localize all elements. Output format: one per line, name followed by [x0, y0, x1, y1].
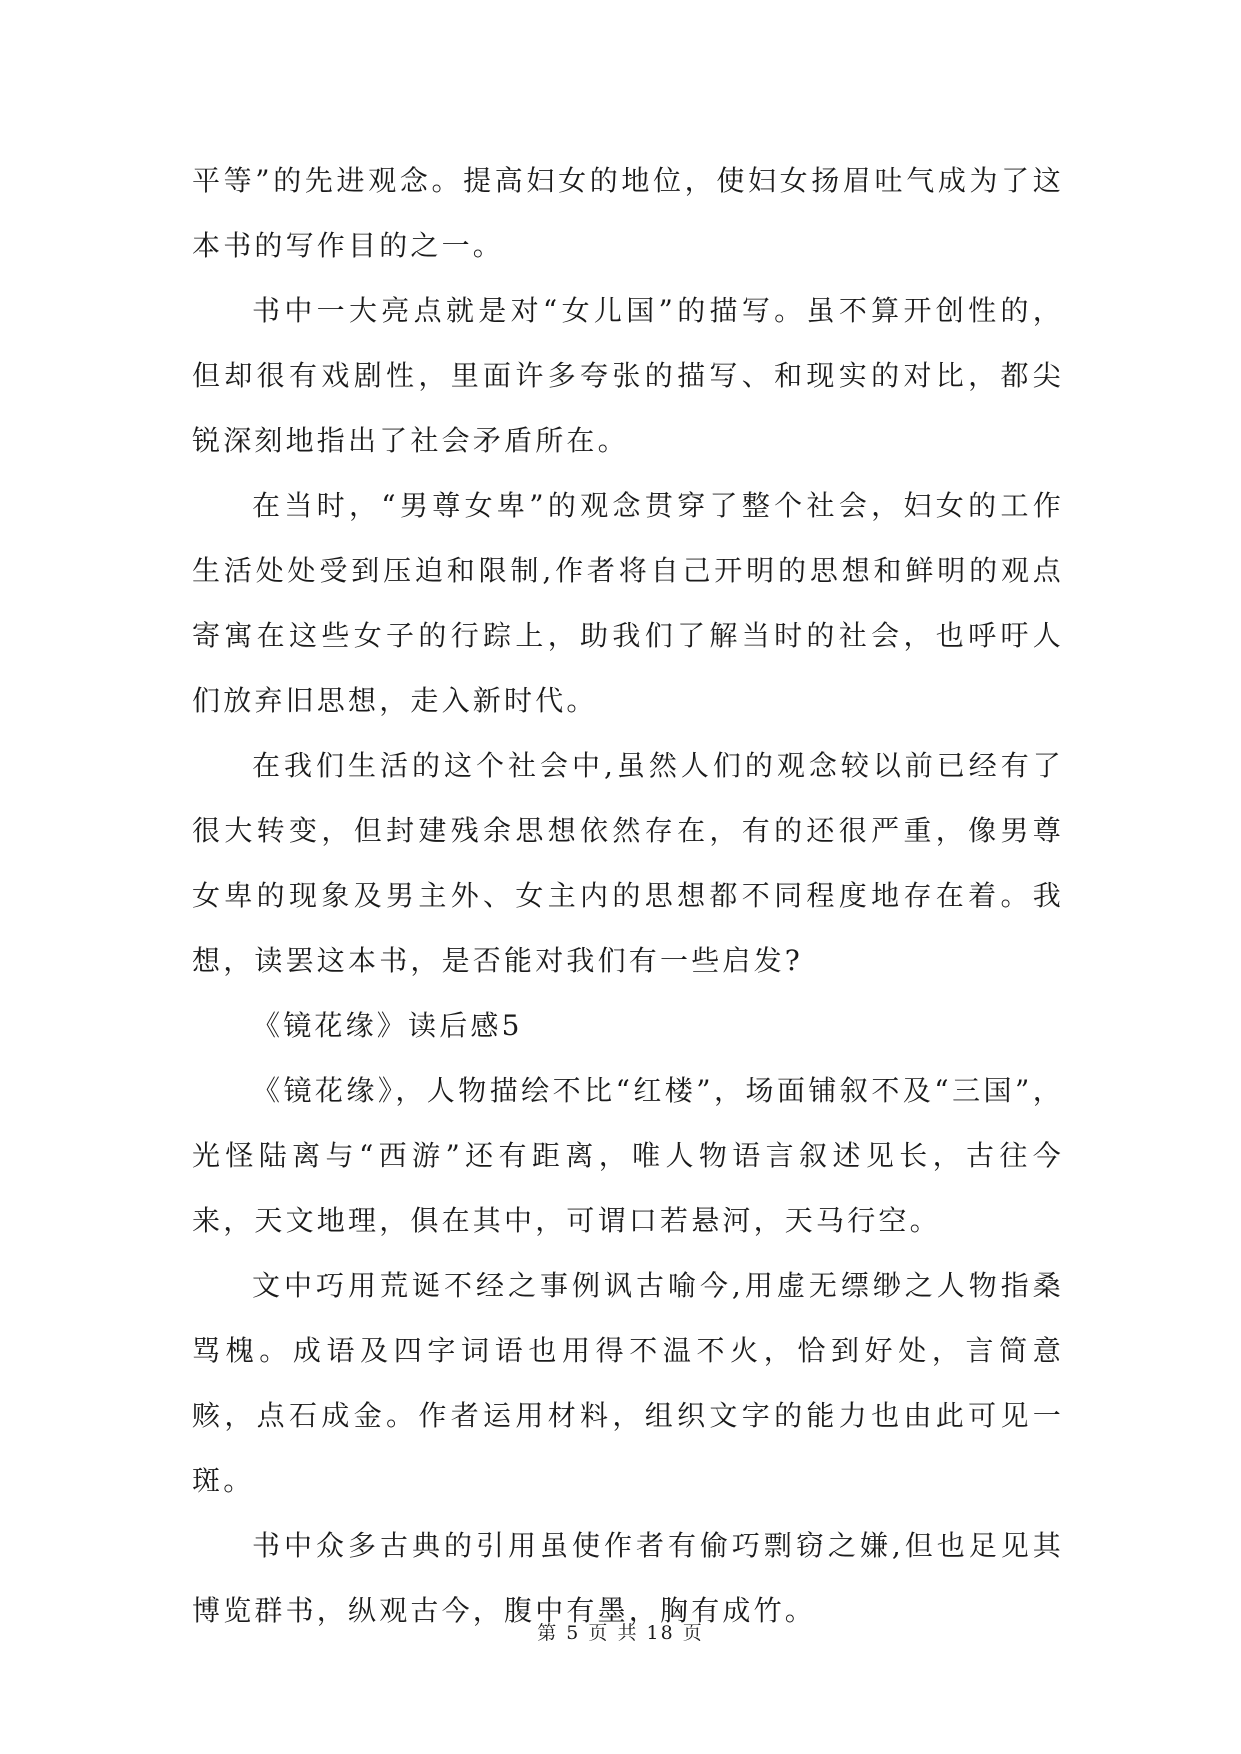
section-heading: 《镜花缘》读后感5	[252, 1009, 523, 1042]
page-number-footer: 第 5 页 共 18 页	[537, 1622, 704, 1644]
paragraph-historical-context: 在当时，“男尊女卑”的观念贯穿了整个社会，妇女的工作生活处处受到压迫和限制,作者将自己开明的思想和鲜明的观点寄寓在这些女子的行踪上，助我们了解当时的社会，也呼吁人们放弃旧思想，走入新时代。	[192, 489, 1064, 717]
paragraph-writing-style: 文中巧用荒诞不经之事例讽古喻今,用虚无缥缈之人物指桑骂槐。成语及四字词语也用得不温不火，恰到好处，言简意赅，点石成金。作者运用材料，组织文字的能力也由此可见一斑。	[192, 1269, 1064, 1497]
paragraph-classical-references: 书中众多古典的引用虽使作者有偷巧剽窃之嫌,但也足见其博览群书，纵观古今，腹中有墨，胸有成竹。	[192, 1529, 1064, 1627]
paragraph-womens-kingdom: 书中一大亮点就是对“女儿国”的描写。虽不算开创性的，但却很有戏剧性，里面许多夸张的描写、和现实的对比，都尖锐深刻地指出了社会矛盾所在。	[192, 294, 1064, 457]
paragraph-comparison: 《镜花缘》，人物描绘不比“红楼”，场面铺叙不及“三国”，光怪陆离与“西游”还有距离，唯人物语言叙述见长，古往今来，天文地理，俱在其中，可谓口若悬河，天马行空。	[192, 1074, 1064, 1237]
document-body	[192, 148, 1064, 1643]
paragraph-modern-society: 在我们生活的这个社会中,虽然人们的观念较以前已经有了很大转变，但封建残余思想依然存在，有的还很严重，像男尊女卑的现象及男主外、女主内的思想都不同程度地存在着。我想，读罢这本书，是否能对我们有一些启发?	[192, 749, 1064, 977]
paragraph-continued: 平等”的先进观念。提高妇女的地位，使妇女扬眉吐气成为了这本书的写作目的之一。	[192, 164, 1064, 262]
